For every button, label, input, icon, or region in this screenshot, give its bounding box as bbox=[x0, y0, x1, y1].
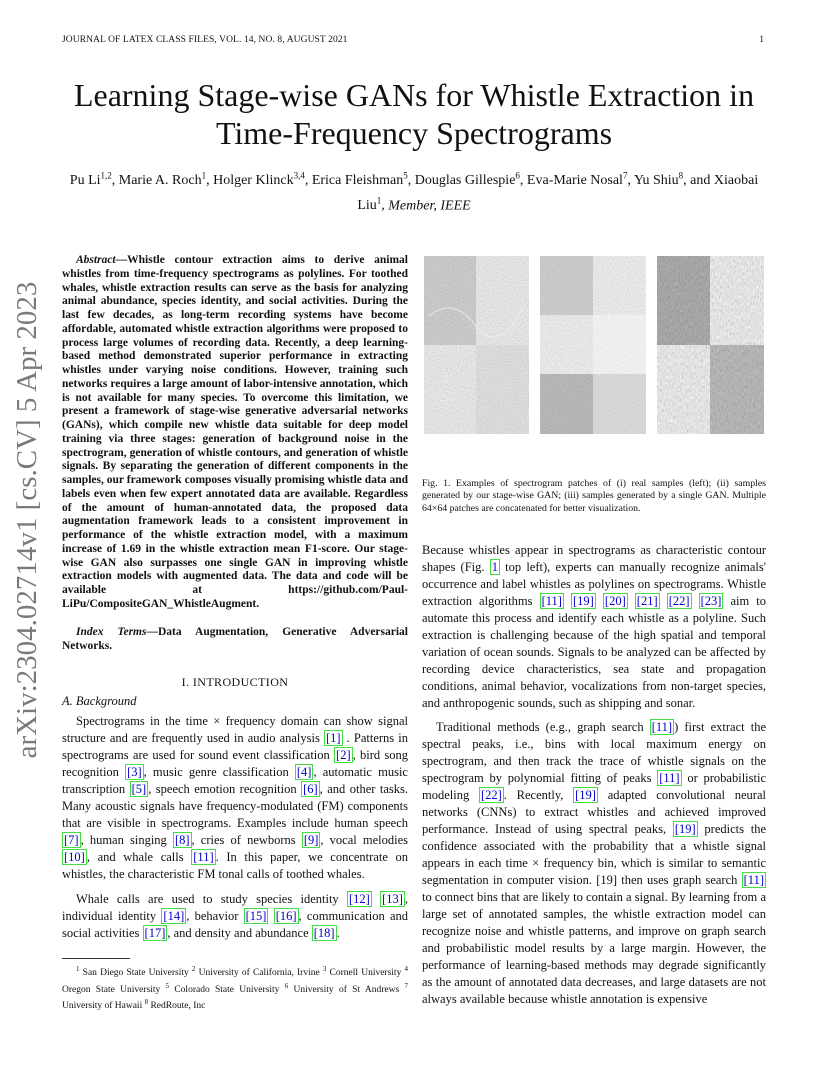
abstract-label: Abstract bbox=[76, 254, 116, 266]
body-text-run: adapted convolutional neural networks (CNNs) to extract whistles and achieved improved performance. Instead of using spectral peaks, bbox=[422, 788, 766, 836]
affiliation-name: Cornell University bbox=[326, 968, 405, 979]
affiliation-name: Oregon State University bbox=[62, 984, 166, 995]
citation-link[interactable]: [2] bbox=[336, 748, 351, 762]
affiliation-name: University of St Andrews bbox=[288, 984, 405, 995]
citation-link[interactable]: [4] bbox=[296, 765, 312, 779]
body-text-run: to connect bins that are likely to contain a signal. By learning from a large set of annotated samples, the whistle extraction model can recognize noise and whistle patterns, and improve on graph search and probabilistic model results by a large margin. However, the performance of learning-based methods may degrade significantly as the amount of annotated data decreases, and large datasets are not always available because whistle annotation is expensive bbox=[422, 890, 766, 1006]
citation-link[interactable]: [11] bbox=[743, 873, 764, 887]
body-text-run: , speech emotion recognition bbox=[148, 782, 302, 796]
author-affiliation: 1,2 bbox=[100, 170, 112, 180]
intro-paragraph-1 bbox=[62, 713, 408, 883]
citation-link[interactable]: [5] bbox=[131, 782, 147, 796]
citation-link[interactable]: [9] bbox=[303, 833, 319, 847]
figure-caption: Fig. 1. Examples of spectrogram patches of (i) real samples (left); (ii) samples generated by our stage-wise GAN; (iii) samples generated by a single GAN. Multiple 64×64 patches are concatenated for better visualization. bbox=[422, 478, 766, 514]
citation-link[interactable]: [19] bbox=[573, 594, 594, 608]
body-text-run bbox=[628, 594, 635, 608]
body-text-run bbox=[596, 594, 603, 608]
footnote-marker: 4 bbox=[404, 965, 408, 973]
paper-title: Learning Stage-wise GANs for Whistle Extraction in Time-Frequency Spectrograms bbox=[73, 77, 755, 151]
affiliation-name: University of Hawaii bbox=[62, 1001, 145, 1012]
body-text-run: . Recently, bbox=[503, 788, 574, 802]
single-gan-sample-patch bbox=[657, 256, 764, 434]
index-terms bbox=[62, 626, 408, 654]
citation-link[interactable]: 1 bbox=[491, 560, 498, 574]
body-text-run: ) first extract the spectral peaks, i.e., bins with local maximum energy on spectrogram, and then track the trace of whistle signals on the spectrogram by polynomial fitting of peaks bbox=[422, 720, 766, 785]
citation-link[interactable]: [10] bbox=[64, 850, 85, 864]
index-terms-text: —Data Augmentation, Generative Adversarial Networks. bbox=[62, 626, 408, 652]
body-text-run: . Patterns in spectrograms are used for sound event classification bbox=[62, 731, 408, 762]
body-text-run: , cries of newborns bbox=[191, 833, 302, 847]
body-text-run: . In this paper, we concentrate on whistles, the characteristic FM tonal calls of toothed whales. bbox=[62, 850, 409, 881]
body-text-run: , behavior bbox=[186, 909, 244, 923]
body-text-run: predicts the confidence associated with the probability that a whistle signal appears in each time × frequency bin, which is similar to semantic segmentation in computer vision. [19] then uses graph search bbox=[422, 822, 766, 887]
citation-link[interactable]: [19] bbox=[674, 822, 696, 836]
footnote-marker: 8 bbox=[144, 998, 149, 1007]
author-affiliation: 1 bbox=[376, 195, 382, 206]
body-text-run: , and other tasks. Many acoustic signals have frequency-modulated (FM) components that are visible in spectrograms. Examples include human speech bbox=[62, 782, 409, 830]
citation-link[interactable]: [12] bbox=[348, 892, 370, 906]
body-text-run: Whale calls are used to study species identity bbox=[76, 892, 347, 906]
right-paragraph-1 bbox=[422, 542, 766, 712]
author-name: Marie A. Roch bbox=[118, 172, 202, 188]
body-text-run: , and whale calls bbox=[86, 850, 192, 864]
author-affiliation: 3,4 bbox=[293, 170, 305, 180]
author-name: Douglas Gillespie bbox=[414, 172, 516, 188]
body-text-run: . bbox=[336, 926, 340, 940]
section-heading: I. INTRODUCTION bbox=[181, 675, 289, 689]
body-text-run: , automatic music transcription bbox=[62, 765, 408, 796]
body-text-run: Spectrograms in the time × frequency domain can show signal structure and are frequently used in audio analysis bbox=[62, 714, 408, 745]
affiliation-name: University of California, Irvine bbox=[195, 968, 323, 979]
author-name: Yu Shiu bbox=[633, 172, 679, 188]
running-header-journal: JOURNAL OF LATEX CLASS FILES, VOL. 14, NO. 8, AUGUST 2021 bbox=[62, 35, 348, 45]
body-text-run: top left), experts can manually recognize animals' occurrence and label whistles as polylines on spectrograms. Whistle extraction algorithms bbox=[422, 560, 766, 608]
citation-link[interactable]: [11] bbox=[659, 771, 680, 785]
citation-link[interactable]: [18] bbox=[313, 926, 335, 940]
index-terms-label: Index Terms bbox=[76, 626, 147, 638]
abstract-text: —Whistle contour extraction aims to derive animal whistles from time-frequency spectrograms as polylines. For toothed whales, whistle extraction results can serve as the basis for analyzing animal abundance, species identity, and social activities. During the last few decades, as long-term recording systems have become affordable, automated whistle extraction algorithms were proposed to process large volumes of recording data. Recently, a deep learning-based method demonstrated superior performance in extracting whistles under varying noise conditions. However, training such networks requires a large amount of labor-intensive annotation, which is not available for many species. To overcome this limitation, we present a framework of stage-wise generative adversarial networks (GANs), which compile new whistle data suitable for deep model training via three stages: generation of background noise in the spectrogram, generation of whistle contours, and generation of whistle signals. By separating the generation of different components in the samples, our framework composes visually promising whistle data and labels even when few expert annotated data are available. Regardless of the amount of human-annotated data, the proposed data augmentation framework leads to a consistent improvement in performance of the whistle extraction model, with a maximum increase of 1.69 in the whistle extraction mean F1-score. Our stage-wise GAN also surpasses one single GAN in improving whistle extraction models with augmented data. The data and code will be available at https://github.com/Paul-LiPu/CompositeGAN_WhistleAugment. bbox=[62, 254, 408, 610]
citation-link[interactable]: [15] bbox=[245, 909, 267, 923]
page-number: 1 bbox=[759, 35, 764, 45]
body-text-run bbox=[692, 594, 699, 608]
author-affiliation: 5 bbox=[403, 170, 408, 180]
footnote-marker: 7 bbox=[404, 981, 409, 990]
body-text-run bbox=[660, 594, 667, 608]
author-list bbox=[62, 165, 766, 216]
real-sample-patch bbox=[424, 256, 529, 434]
author-name: Holger Klinck bbox=[213, 172, 294, 188]
footnote-marker: 3 bbox=[322, 965, 327, 973]
author-name: Erica Fleishman bbox=[311, 172, 404, 188]
citation-link[interactable]: [20] bbox=[604, 594, 626, 608]
footnote-marker: 6 bbox=[284, 981, 289, 990]
author-affiliation: 7 bbox=[622, 170, 628, 180]
citation-link[interactable]: [11] bbox=[651, 720, 673, 734]
arxiv-stamp: arXiv:2304.02714v1 [cs.CV] 5 Apr 2023 bbox=[11, 281, 43, 759]
right-paragraph-2 bbox=[422, 719, 766, 1008]
author-affiliation: 8 bbox=[678, 170, 684, 180]
affiliation-name: Colorado State University bbox=[169, 984, 285, 995]
body-text-run bbox=[268, 909, 273, 923]
citation-link[interactable]: [11] bbox=[541, 594, 562, 608]
body-text-run: , music genre classification bbox=[143, 765, 295, 779]
citation-link[interactable]: [14] bbox=[163, 909, 185, 923]
footnote-rule bbox=[62, 958, 130, 959]
citation-link[interactable]: [3] bbox=[127, 765, 142, 779]
author-affiliation: 6 bbox=[515, 170, 520, 180]
subsection-heading: A. Background bbox=[62, 694, 137, 708]
body-text-run: Traditional methods (e.g., graph search bbox=[436, 720, 650, 734]
author-name: and Xiaobai Liu bbox=[357, 172, 759, 214]
affiliation-footnote bbox=[62, 963, 408, 1013]
citation-link[interactable]: [6] bbox=[303, 782, 318, 796]
author-name: Eva-Marie Nosal bbox=[526, 172, 623, 188]
citation-link[interactable]: [11] bbox=[193, 850, 214, 864]
citation-link[interactable]: [7] bbox=[64, 833, 79, 847]
body-text-run: Because whistles appear in spectrograms as characteristic contour shapes (Fig. bbox=[422, 543, 766, 574]
citation-link[interactable]: [8] bbox=[174, 833, 190, 847]
body-text-run: , bird song recognition bbox=[62, 748, 409, 779]
citation-link[interactable]: [17] bbox=[144, 926, 166, 940]
body-text-run: or probabilistic modeling bbox=[422, 771, 766, 802]
author-affiliation: 1 bbox=[201, 170, 207, 180]
author-name: Pu Li bbox=[69, 172, 101, 188]
body-text-run: , individual identity bbox=[62, 892, 409, 923]
citation-link[interactable]: [13] bbox=[382, 892, 403, 906]
body-text-run bbox=[564, 594, 571, 608]
footnote-marker: 1 bbox=[76, 965, 80, 973]
abstract bbox=[62, 254, 408, 612]
footnote-marker: 2 bbox=[191, 965, 196, 973]
body-text-run: , communication and social activities bbox=[62, 909, 409, 940]
citation-link[interactable]: [21] bbox=[636, 594, 658, 608]
member-note: Member, IEEE bbox=[388, 198, 471, 214]
citation-link[interactable]: [22] bbox=[480, 788, 502, 802]
citation-link[interactable]: [22] bbox=[668, 594, 690, 608]
body-text-run: , human singing bbox=[80, 833, 173, 847]
intro-paragraph-2 bbox=[62, 891, 408, 942]
stagewise-gan-sample-patch bbox=[540, 256, 646, 434]
body-text-run: , and density and abundance bbox=[167, 926, 312, 940]
citation-link[interactable]: [16] bbox=[275, 909, 297, 923]
body-text-run: aim to automate this process and identify each whistle as a polyline. Such extraction is challenging because of the high spatial and temporal variation of ocean sounds. Signals to be analyzed can be affected by recording device characteristics, sea state and propagation conditions, animal behavior, vocalizations from non-target species, and anthropogenic sounds, such as shipping and sonar. bbox=[422, 594, 766, 710]
affiliation-name: San Diego State University bbox=[79, 968, 192, 979]
citation-link[interactable]: [1] bbox=[325, 731, 341, 745]
body-text-run: , vocal melodies bbox=[320, 833, 408, 847]
footnote-marker: 5 bbox=[165, 981, 170, 990]
figure-spectrograms bbox=[424, 256, 764, 434]
body-text-run bbox=[372, 892, 380, 906]
author-names: Pu Li$^{1,2}$, Marie A. Roch$^1$, Holger Klinck$^{3,4}$, Erica Fleishman$^5$, Douglas Gillespie$^6$, Eva-Marie Nosal$^7$, Yu Shiu$^8$, and Xiaobai Liu$^1$, bbox=[69, 170, 759, 214]
citation-link[interactable]: [23] bbox=[700, 594, 722, 608]
affiliation-name: RedRoute, Inc bbox=[148, 1001, 206, 1012]
citation-link[interactable]: [19] bbox=[575, 788, 596, 802]
